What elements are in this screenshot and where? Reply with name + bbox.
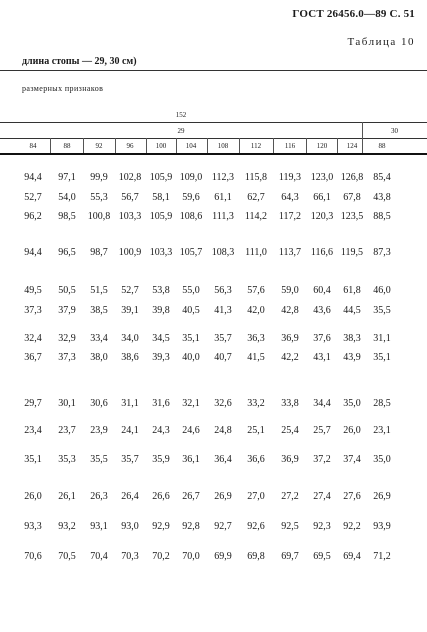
table-cell: 27,6 bbox=[343, 491, 361, 502]
table-cell: 35,0 bbox=[343, 398, 361, 409]
table-cell: 30,6 bbox=[90, 398, 108, 409]
column-header: 116 bbox=[284, 142, 296, 150]
table-cell: 59,0 bbox=[281, 285, 299, 296]
table-cell: 100,9 bbox=[118, 247, 142, 258]
table-cell: 37,9 bbox=[58, 305, 76, 316]
table-cell: 69,8 bbox=[247, 551, 265, 562]
table-cell: 26,0 bbox=[343, 425, 361, 436]
table-cell: 96,2 bbox=[24, 211, 42, 222]
table-cell: 35,1 bbox=[182, 333, 200, 344]
table-cell: 37,3 bbox=[24, 305, 42, 316]
table-cell: 23,9 bbox=[90, 425, 108, 436]
table-cell: 43,1 bbox=[313, 352, 331, 363]
table-cell: 26,9 bbox=[373, 491, 391, 502]
table-cell: 69,9 bbox=[214, 551, 232, 562]
table-cell: 40,7 bbox=[214, 352, 232, 363]
data-table bbox=[0, 108, 427, 632]
table-cell: 36,1 bbox=[182, 454, 200, 465]
table-cell: 99,9 bbox=[90, 172, 108, 183]
table-cell: 88,5 bbox=[373, 211, 391, 222]
table-cell: 100,8 bbox=[87, 211, 111, 222]
table-cell: 55,3 bbox=[90, 192, 108, 203]
table-cell: 35,1 bbox=[373, 352, 391, 363]
table-cell: 43,8 bbox=[373, 192, 391, 203]
column-header: 92 bbox=[95, 142, 103, 150]
table-cell: 103,3 bbox=[149, 247, 173, 258]
table-cell: 92,2 bbox=[343, 521, 361, 532]
table-cell: 69,7 bbox=[281, 551, 299, 562]
table-cell: 28,5 bbox=[373, 398, 391, 409]
table-cell: 42,8 bbox=[281, 305, 299, 316]
table-cell: 119,5 bbox=[340, 247, 364, 258]
table-cell: 38,3 bbox=[343, 333, 361, 344]
table-cell: 93,1 bbox=[90, 521, 108, 532]
table-cell: 117,2 bbox=[278, 211, 302, 222]
table-cell: 25,7 bbox=[313, 425, 331, 436]
table-cell: 39,8 bbox=[152, 305, 170, 316]
table-cell: 93,0 bbox=[121, 521, 139, 532]
table-cell: 60,4 bbox=[313, 285, 331, 296]
table-cell: 123,5 bbox=[340, 211, 364, 222]
table-cell: 26,6 bbox=[152, 491, 170, 502]
column-header: 120 bbox=[316, 142, 328, 150]
table-cell: 87,3 bbox=[373, 247, 391, 258]
table-cell: 70,0 bbox=[182, 551, 200, 562]
table-cell: 37,2 bbox=[313, 454, 331, 465]
table-cell: 56,3 bbox=[214, 285, 232, 296]
table-cell: 69,5 bbox=[313, 551, 331, 562]
table-cell: 102,8 bbox=[118, 172, 142, 183]
table-cell: 66,1 bbox=[313, 192, 331, 203]
table-cell: 32,9 bbox=[58, 333, 76, 344]
table-cell: 25,1 bbox=[247, 425, 265, 436]
table-cell: 70,6 bbox=[24, 551, 42, 562]
table-cell: 27,0 bbox=[247, 491, 265, 502]
table-cell: 36,3 bbox=[247, 333, 265, 344]
table-cell: 70,2 bbox=[152, 551, 170, 562]
table-cell: 93,9 bbox=[373, 521, 391, 532]
column-header: 112 bbox=[250, 142, 262, 150]
table-subtitle: длина стопы — 29, 30 см) bbox=[22, 56, 137, 67]
divider bbox=[0, 153, 427, 155]
table-cell: 35,7 bbox=[121, 454, 139, 465]
table-cell: 35,5 bbox=[373, 305, 391, 316]
table-cell: 55,0 bbox=[182, 285, 200, 296]
table-cell: 53,8 bbox=[152, 285, 170, 296]
table-cell: 52,7 bbox=[24, 192, 42, 203]
table-cell: 38,5 bbox=[90, 305, 108, 316]
column-header: 124 bbox=[346, 142, 358, 150]
table-cell: 38,0 bbox=[90, 352, 108, 363]
table-cell: 33,4 bbox=[90, 333, 108, 344]
divider bbox=[0, 70, 427, 71]
column-header: 84 bbox=[29, 142, 37, 150]
table-cell: 33,2 bbox=[247, 398, 265, 409]
table-cell: 64,3 bbox=[281, 192, 299, 203]
table-cell: 41,5 bbox=[247, 352, 265, 363]
table-cell: 26,0 bbox=[24, 491, 42, 502]
table-cell: 26,9 bbox=[214, 491, 232, 502]
table-cell: 58,1 bbox=[152, 192, 170, 203]
table-cell: 98,5 bbox=[58, 211, 76, 222]
table-cell: 113,7 bbox=[278, 247, 302, 258]
table-cell: 26,3 bbox=[90, 491, 108, 502]
table-cell: 116,6 bbox=[310, 247, 334, 258]
table-cell: 26,7 bbox=[182, 491, 200, 502]
table-cell: 42,0 bbox=[247, 305, 265, 316]
table-cell: 70,3 bbox=[121, 551, 139, 562]
column-header: 88 bbox=[378, 142, 386, 150]
table-cell: 35,1 bbox=[24, 454, 42, 465]
table-title: Таблица 10 bbox=[347, 36, 415, 48]
table-cell: 57,6 bbox=[247, 285, 265, 296]
table-cell: 26,1 bbox=[58, 491, 76, 502]
table-cell: 32,6 bbox=[214, 398, 232, 409]
table-cell: 34,0 bbox=[121, 333, 139, 344]
table-cell: 85,4 bbox=[373, 172, 391, 183]
subgroup-header-left: 29 bbox=[177, 127, 185, 135]
table-cell: 24,6 bbox=[182, 425, 200, 436]
table-cell: 49,5 bbox=[24, 285, 42, 296]
table-cell: 92,5 bbox=[281, 521, 299, 532]
table-cell: 43,6 bbox=[313, 305, 331, 316]
subgroup-header-right: 30 bbox=[391, 127, 398, 135]
table-cell: 93,3 bbox=[24, 521, 42, 532]
table-cell: 120,3 bbox=[310, 211, 334, 222]
table-cell: 94,4 bbox=[24, 247, 42, 258]
table-cell: 33,8 bbox=[281, 398, 299, 409]
table-cell: 70,5 bbox=[58, 551, 76, 562]
table-cell: 70,4 bbox=[90, 551, 108, 562]
table-cell: 103,3 bbox=[118, 211, 142, 222]
table-cell: 35,7 bbox=[214, 333, 232, 344]
group-header: 152 bbox=[175, 111, 187, 119]
table-cell: 61,1 bbox=[214, 192, 232, 203]
table-cell: 40,0 bbox=[182, 352, 200, 363]
table-cell: 27,2 bbox=[281, 491, 299, 502]
table-cell: 31,1 bbox=[373, 333, 391, 344]
table-cell: 54,0 bbox=[58, 192, 76, 203]
table-cell: 32,1 bbox=[182, 398, 200, 409]
table-cell: 61,8 bbox=[343, 285, 361, 296]
table-cell: 39,1 bbox=[121, 305, 139, 316]
table-cell: 92,6 bbox=[247, 521, 265, 532]
table-cell: 97,1 bbox=[58, 172, 76, 183]
table-cell: 35,5 bbox=[90, 454, 108, 465]
table-cell: 92,3 bbox=[313, 521, 331, 532]
table-cell: 24,3 bbox=[152, 425, 170, 436]
column-header: 108 bbox=[217, 142, 229, 150]
table-cell: 114,2 bbox=[244, 211, 268, 222]
table-cell: 34,5 bbox=[152, 333, 170, 344]
table-cell: 37,4 bbox=[343, 454, 361, 465]
table-cell: 50,5 bbox=[58, 285, 76, 296]
attribute-label: размерных признаков bbox=[22, 84, 104, 93]
table-cell: 32,4 bbox=[24, 333, 42, 344]
table-cell: 109,0 bbox=[179, 172, 203, 183]
table-cell: 42,2 bbox=[281, 352, 299, 363]
table-cell: 96,5 bbox=[58, 247, 76, 258]
table-cell: 41,3 bbox=[214, 305, 232, 316]
column-header: 100 bbox=[155, 142, 167, 150]
table-cell: 56,7 bbox=[121, 192, 139, 203]
table-cell: 43,9 bbox=[343, 352, 361, 363]
table-cell: 105,7 bbox=[179, 247, 203, 258]
table-cell: 92,7 bbox=[214, 521, 232, 532]
column-header: 96 bbox=[126, 142, 134, 150]
table-cell: 23,1 bbox=[373, 425, 391, 436]
table-cell: 38,6 bbox=[121, 352, 139, 363]
table-cell: 92,8 bbox=[182, 521, 200, 532]
table-cell: 59,6 bbox=[182, 192, 200, 203]
table-cell: 35,9 bbox=[152, 454, 170, 465]
table-cell: 92,9 bbox=[152, 521, 170, 532]
table-cell: 123,0 bbox=[310, 172, 334, 183]
table-cell: 111,0 bbox=[245, 247, 267, 258]
table-cell: 71,2 bbox=[373, 551, 391, 562]
column-header: 88 bbox=[63, 142, 71, 150]
table-cell: 112,3 bbox=[211, 172, 235, 183]
table-cell: 23,7 bbox=[58, 425, 76, 436]
table-cell: 36,9 bbox=[281, 454, 299, 465]
table-cell: 108,3 bbox=[211, 247, 235, 258]
table-cell: 111,3 bbox=[212, 211, 234, 222]
table-cell: 36,9 bbox=[281, 333, 299, 344]
table-cell: 39,3 bbox=[152, 352, 170, 363]
table-cell: 30,1 bbox=[58, 398, 76, 409]
table-cell: 27,4 bbox=[313, 491, 331, 502]
table-cell: 67,8 bbox=[343, 192, 361, 203]
table-cell: 40,5 bbox=[182, 305, 200, 316]
table-cell: 69,4 bbox=[343, 551, 361, 562]
table-cell: 36,6 bbox=[247, 454, 265, 465]
table-cell: 105,9 bbox=[149, 172, 173, 183]
table-cell: 29,7 bbox=[24, 398, 42, 409]
table-cell: 36,7 bbox=[24, 352, 42, 363]
table-cell: 98,7 bbox=[90, 247, 108, 258]
table-cell: 37,6 bbox=[313, 333, 331, 344]
table-cell: 34,4 bbox=[313, 398, 331, 409]
table-cell: 51,5 bbox=[90, 285, 108, 296]
table-cell: 52,7 bbox=[121, 285, 139, 296]
table-cell: 93,2 bbox=[58, 521, 76, 532]
table-cell: 108,6 bbox=[179, 211, 203, 222]
table-cell: 35,0 bbox=[373, 454, 391, 465]
table-cell: 31,6 bbox=[152, 398, 170, 409]
table-cell: 94,4 bbox=[24, 172, 42, 183]
table-cell: 115,8 bbox=[244, 172, 268, 183]
table-cell: 37,3 bbox=[58, 352, 76, 363]
table-cell: 36,4 bbox=[214, 454, 232, 465]
table-cell: 24,1 bbox=[121, 425, 139, 436]
table-cell: 35,3 bbox=[58, 454, 76, 465]
table-cell: 46,0 bbox=[373, 285, 391, 296]
table-cell: 31,1 bbox=[121, 398, 139, 409]
table-cell: 24,8 bbox=[214, 425, 232, 436]
table-cell: 62,7 bbox=[247, 192, 265, 203]
table-cell: 44,5 bbox=[343, 305, 361, 316]
table-cell: 26,4 bbox=[121, 491, 139, 502]
table-cell: 25,4 bbox=[281, 425, 299, 436]
table-cell: 23,4 bbox=[24, 425, 42, 436]
column-header: 104 bbox=[185, 142, 197, 150]
table-cell: 105,9 bbox=[149, 211, 173, 222]
table-cell: 119,3 bbox=[278, 172, 302, 183]
table-cell: 126,8 bbox=[340, 172, 364, 183]
document-header: ГОСТ 26456.0—89 С. 51 bbox=[292, 8, 415, 20]
